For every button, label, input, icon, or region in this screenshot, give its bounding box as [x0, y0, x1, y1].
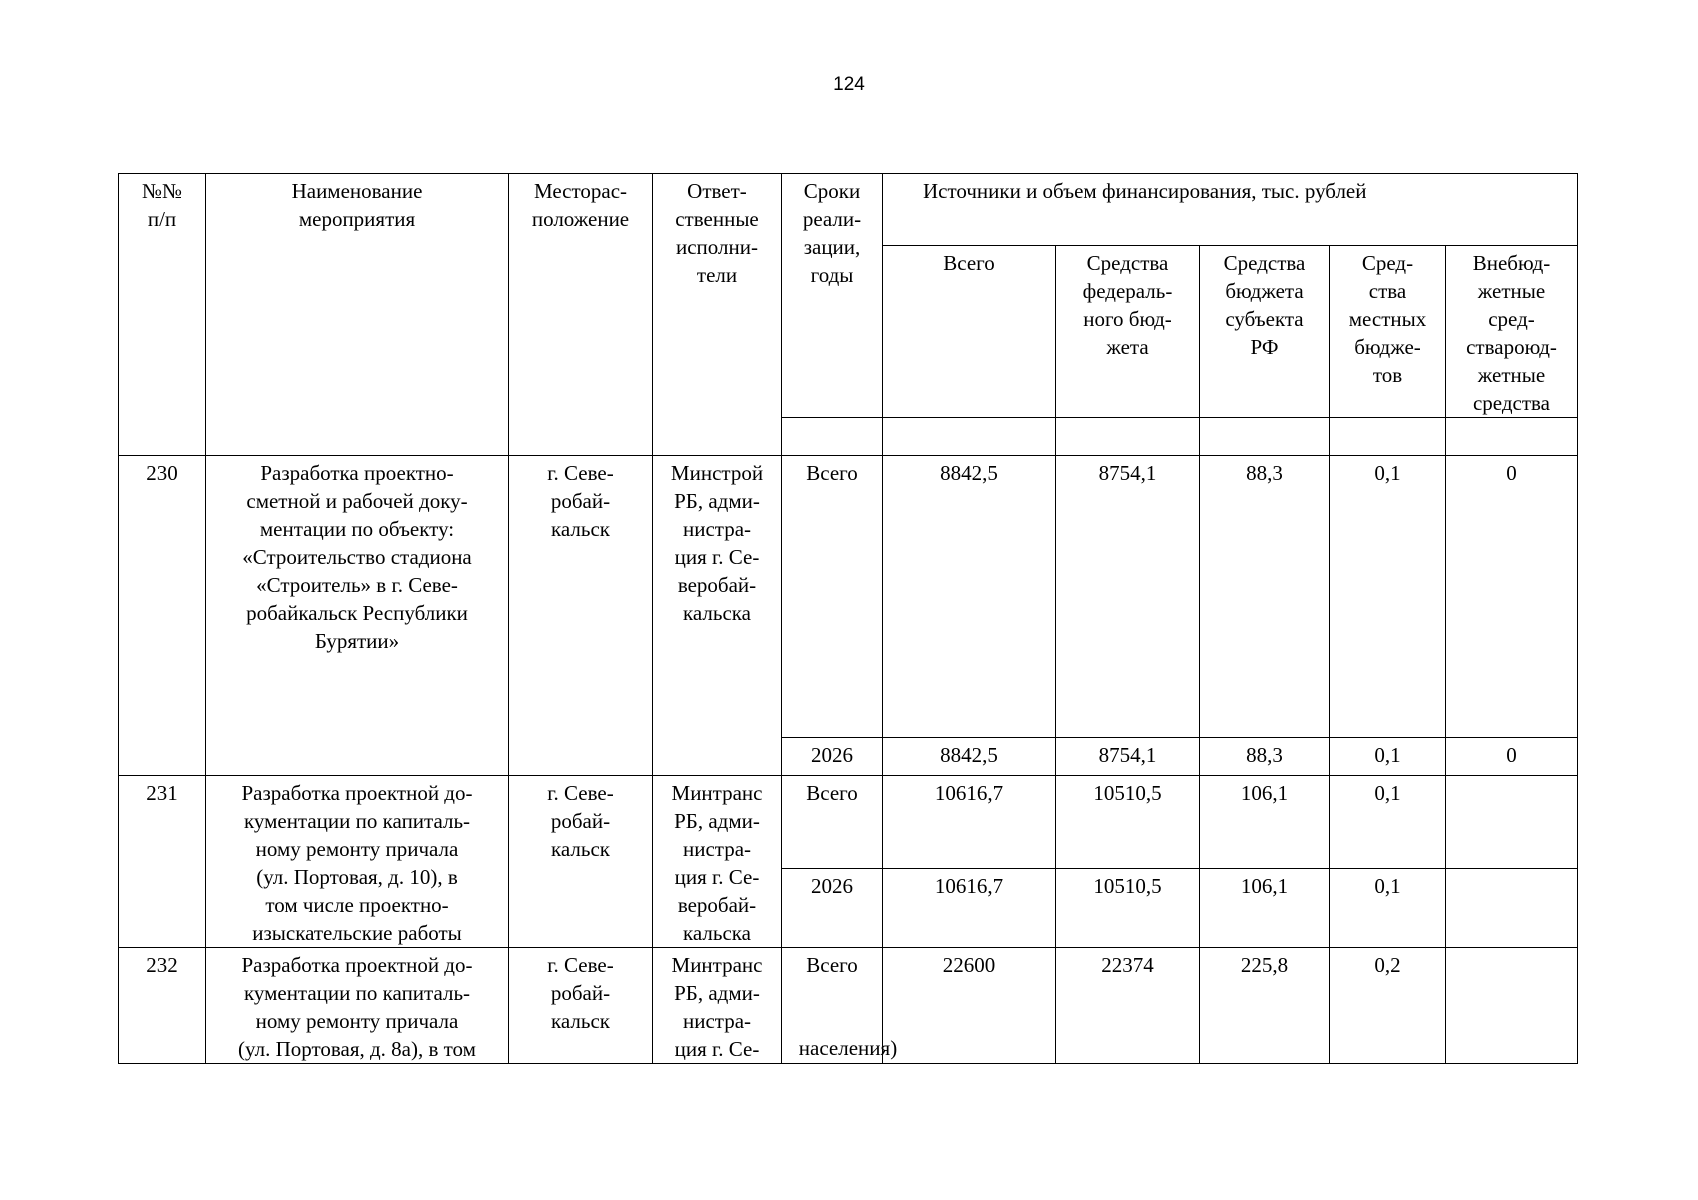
row-term: Всего: [782, 948, 883, 1064]
row-executors: [653, 776, 782, 948]
row-executors-line: ция г. Се-: [674, 1037, 760, 1061]
text-line: Наименование: [291, 179, 423, 203]
header-blank-federal: [1056, 418, 1200, 456]
row-name-line: «Строитель» в г. Севе-: [256, 573, 458, 597]
row-name: [206, 456, 509, 776]
header-num: [119, 174, 206, 456]
row-federal: 10510,5: [1056, 776, 1200, 869]
header-local-line: тов: [1372, 363, 1403, 387]
row-location-line: робай-: [550, 489, 611, 513]
row-location-line: г. Севе-: [547, 461, 614, 485]
header-local-line: бюдже-: [1354, 335, 1421, 359]
row-regional: 225,8: [1200, 948, 1330, 1064]
row-name-line: сметной и рабочей доку-: [246, 489, 468, 513]
header-federal-line: ного бюд-: [1083, 307, 1172, 331]
row-local: 0,2: [1330, 948, 1446, 1064]
row-term: 2026: [782, 868, 883, 947]
header-terms-line: реали-: [802, 207, 862, 231]
row-num: 231: [119, 776, 206, 948]
row-executors-line: Минтранс: [671, 953, 763, 977]
header-num-line: №№: [141, 179, 183, 203]
header-terms: [782, 174, 883, 418]
row-num: 230: [119, 456, 206, 776]
header-blank-local: [1330, 418, 1446, 456]
header-offbudget-line: ствароюд-: [1466, 335, 1557, 359]
row-federal: 8754,1: [1056, 456, 1200, 738]
header-federal: [1056, 246, 1200, 418]
row-executors-line: РБ, адми-: [674, 809, 760, 833]
row-local: 0,1: [1330, 738, 1446, 776]
header-location-line: Месторас-: [533, 179, 628, 203]
header-executors-line: ственные: [675, 207, 759, 231]
row-executors-line: ция г. Се-: [674, 545, 760, 569]
row-executors-line: кальска: [683, 601, 751, 625]
header-offbudget-line: средства: [1472, 391, 1550, 415]
row-location-line: кальск: [551, 837, 610, 861]
row-term: 2026: [782, 738, 883, 776]
row-executors: [653, 456, 782, 776]
header-terms-line: зации,: [803, 235, 861, 259]
header-regional-line: РФ: [1250, 335, 1279, 359]
header-sources-title: Источники и объем финансирования, тыс. рублей: [883, 174, 1578, 246]
header-local-line: ства: [1368, 279, 1407, 303]
row-name-line: изыскательские работы: [252, 921, 462, 945]
row-total: 8842,5: [883, 456, 1056, 738]
header-regional: [1200, 246, 1330, 418]
row-offbudget: [1446, 868, 1578, 947]
row-regional: 106,1: [1200, 868, 1330, 947]
header-location-line: положение: [531, 207, 630, 231]
row-total: 8842,5: [883, 738, 1056, 776]
header-blank-total: [883, 418, 1056, 456]
row-location-line: кальск: [551, 517, 610, 541]
row-total: 10616,7: [883, 776, 1056, 869]
header-offbudget: [1446, 246, 1578, 418]
row-name-line: ному ремонту причала: [255, 1009, 459, 1033]
header-local-line: местных: [1348, 307, 1427, 331]
row-executors-line: ция г. Се-: [674, 865, 760, 889]
row-name-line: Разработка проектной до-: [241, 953, 473, 977]
row-name-line: (ул. Портовая, д. 8а), в том: [238, 1037, 476, 1061]
row-location: [509, 776, 653, 948]
row-total: 10616,7: [883, 868, 1056, 947]
header-name: Наименование мероприятия населения): [206, 174, 509, 456]
row-name-line: Разработка проектно-: [260, 461, 454, 485]
row-location: [509, 456, 653, 776]
row-executors-line: Минтранс: [671, 781, 763, 805]
header-num-line: п/п: [147, 207, 177, 231]
row-name-line: (ул. Портовая, д. 10), в: [256, 865, 458, 889]
table-row: [119, 456, 1578, 738]
row-regional: 88,3: [1200, 738, 1330, 776]
header-offbudget-line: жетные: [1477, 279, 1546, 303]
row-term: Всего: [782, 776, 883, 869]
row-executors-line: веробай-: [677, 893, 757, 917]
row-regional: 106,1: [1200, 776, 1330, 869]
header-local-line: Сред-: [1361, 251, 1414, 275]
header-federal-line: Средства: [1086, 251, 1169, 275]
row-name-line: ному ремонту причала: [255, 837, 459, 861]
row-local: 0,1: [1330, 456, 1446, 738]
row-location-line: г. Севе-: [547, 781, 614, 805]
row-name-line: «Строительство стадиона: [242, 545, 472, 569]
row-executors-line: Минстрой: [670, 461, 764, 485]
row-executors-line: РБ, адми-: [674, 981, 760, 1005]
row-name-line: ментации по объекту:: [259, 517, 455, 541]
header-offbudget-line: сред-: [1488, 307, 1535, 331]
row-name: [206, 776, 509, 948]
page-number: 124: [833, 74, 865, 95]
row-location-line: г. Севе-: [547, 953, 614, 977]
row-offbudget: 0: [1446, 738, 1578, 776]
funding-table: [118, 173, 1578, 1064]
row-executors-line: нистра-: [682, 837, 752, 861]
row-federal: 8754,1: [1056, 738, 1200, 776]
header-regional-line: бюджета: [1225, 279, 1304, 303]
header-offbudget-line: Внебюд-: [1472, 251, 1551, 275]
row-name-line: робайкальск Республики: [246, 601, 468, 625]
table-row: [119, 776, 1578, 869]
row-name-line: кументации по капиталь-: [243, 981, 471, 1005]
header-offbudget-line: жетные: [1477, 363, 1546, 387]
header-terms-line: Сроки: [803, 179, 861, 203]
row-location-line: робай-: [550, 809, 611, 833]
header-executors: [653, 174, 782, 456]
row-regional: 88,3: [1200, 456, 1330, 738]
header-regional-line: субъекта: [1225, 307, 1304, 331]
row-executors-line: веробай-: [677, 573, 757, 597]
row-name-line: том числе проектно-: [265, 893, 449, 917]
row-offbudget: 0: [1446, 456, 1578, 738]
header-federal-line: федераль-: [1082, 279, 1173, 303]
header-local: [1330, 246, 1446, 418]
row-local: 0,1: [1330, 776, 1446, 869]
row-name-line: Бурятии»: [314, 629, 400, 653]
row-executors-line: нистра-: [682, 1009, 752, 1033]
header-executors-line: исполни-: [676, 235, 758, 259]
header-federal-line: жета: [1106, 335, 1149, 359]
header-regional-line: Средства: [1223, 251, 1306, 275]
header-blank-regional: [1200, 418, 1330, 456]
header-executors-line: тели: [696, 263, 738, 287]
row-local: 0,1: [1330, 868, 1446, 947]
header-terms-line: годы: [810, 263, 854, 287]
header-blank-terms: [782, 418, 883, 456]
row-federal: 22374: [1056, 948, 1200, 1064]
row-executors-line: нистра-: [682, 517, 752, 541]
header-blank-offbudget: [1446, 418, 1578, 456]
text-line: мероприятия: [298, 207, 416, 231]
row-executors-line: кальска: [683, 921, 751, 945]
row-name-line: кументации по капиталь-: [243, 809, 471, 833]
row-term: Всего: [782, 456, 883, 738]
row-name-line: Разработка проектной до-: [241, 781, 473, 805]
row-location-line: кальск: [551, 1009, 610, 1033]
row-num: 232: [119, 948, 206, 1064]
row-total: 22600: [883, 948, 1056, 1064]
header-total: [883, 246, 1056, 418]
row-federal: 10510,5: [1056, 868, 1200, 947]
row-offbudget: [1446, 776, 1578, 869]
header-executors-line: Ответ-: [687, 179, 747, 203]
header-location: [509, 174, 653, 456]
row-location-line: робай-: [550, 981, 611, 1005]
header-total-line: Всего: [943, 251, 995, 275]
row-executors-line: РБ, адми-: [674, 489, 760, 513]
